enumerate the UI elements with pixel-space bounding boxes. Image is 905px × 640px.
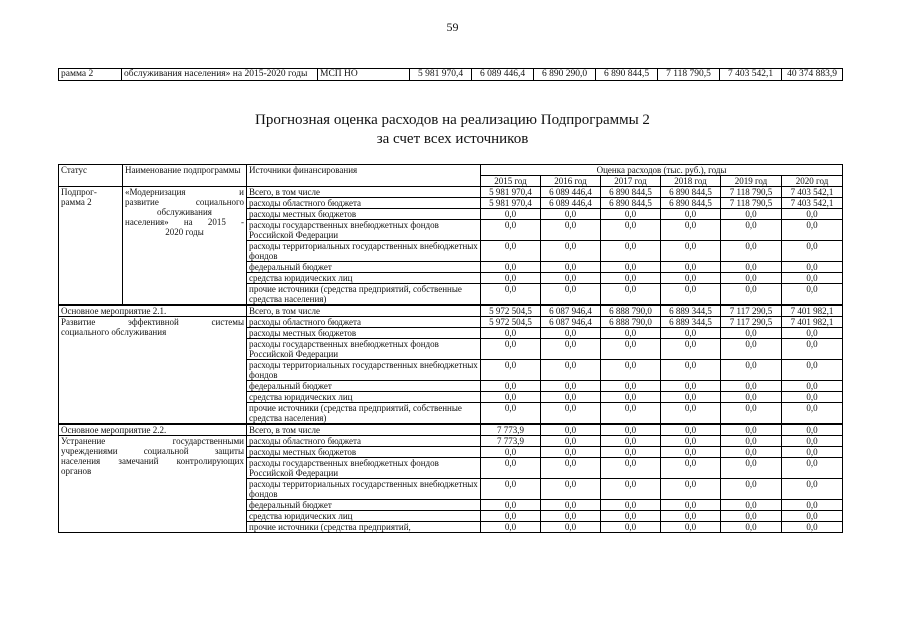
amount-cell: 0,0 — [782, 209, 843, 220]
amount-cell: 0,0 — [481, 273, 541, 284]
amount-cell: 0,0 — [721, 262, 782, 273]
amount-cell: 7 401 982,1 — [782, 306, 843, 317]
amount-cell: 5 981 970,4 — [481, 198, 541, 209]
amount-cell: 0,0 — [541, 447, 601, 458]
header-year: 2018 год — [661, 176, 721, 187]
section-title — [0, 111, 905, 149]
amount-cell: 0,0 — [721, 381, 782, 392]
amount-cell: 0,0 — [541, 479, 601, 500]
amount-cell: 6 888 790,0 — [601, 306, 661, 317]
amount-cell: 7 118 790,5 — [721, 198, 782, 209]
funding-source: расходы территориальных государственных внебюджетных фондов — [247, 241, 481, 262]
amount-cell: 0,0 — [601, 220, 661, 241]
amount-cell: 0,0 — [601, 500, 661, 511]
amount-cell: 0,0 — [481, 479, 541, 500]
amount-cell: 0,0 — [541, 284, 601, 305]
amount-cell: 0,0 — [541, 273, 601, 284]
funding-source: расходы местных бюджетов — [247, 209, 481, 220]
funding-source: Всего, в том числе — [247, 306, 481, 317]
amount-cell: 7 403 542,1 — [782, 187, 843, 198]
amount-cell: 0,0 — [541, 500, 601, 511]
funding-source: средства юридических лиц — [247, 273, 481, 284]
funding-source: расходы государственных внебюджетных фондов Российской Федерации — [247, 339, 481, 360]
carried-status: рамма 2 — [59, 69, 122, 81]
header-status: Статус — [59, 165, 123, 187]
event-title — [59, 306, 247, 317]
amount-cell: 0,0 — [782, 381, 843, 392]
amount-cell: 0,0 — [721, 436, 782, 447]
table-row — [59, 317, 843, 328]
funding-source: Всего, в том числе — [247, 187, 481, 198]
amount-cell: 0,0 — [782, 339, 843, 360]
amount-cell: 7 773,9 — [481, 436, 541, 447]
amount-cell: 0,0 — [721, 425, 782, 436]
amount-cell: 0,0 — [541, 458, 601, 479]
amount-cell: 0,0 — [601, 241, 661, 262]
event-title — [59, 425, 247, 436]
amount-cell: 0,0 — [782, 284, 843, 305]
funding-source: расходы территориальных государственных внебюджетных фондов — [247, 479, 481, 500]
page-number: 59 — [446, 20, 459, 34]
header-year: 2019 год — [721, 176, 782, 187]
amount-cell: 0,0 — [661, 220, 721, 241]
funding-source: расходы государственных внебюджетных фондов Российской Федерации — [247, 220, 481, 241]
group-name-line: обслуживания — [157, 207, 212, 217]
amount-cell: 0,0 — [541, 436, 601, 447]
amount-cell: 0,0 — [721, 458, 782, 479]
amount-cell: 0,0 — [721, 284, 782, 305]
event-description-line: социального обслуживания — [61, 327, 167, 337]
amount-cell: 0,0 — [601, 403, 661, 424]
amount-cell: 0,0 — [721, 479, 782, 500]
table-row — [59, 436, 843, 447]
amount-cell: 0,0 — [481, 262, 541, 273]
event-description-line: населения замечаний контролирующих — [61, 456, 244, 466]
carried-total: 40 374 883,9 — [782, 69, 843, 81]
funding-source: расходы местных бюджетов — [247, 447, 481, 458]
amount-cell: 0,0 — [661, 458, 721, 479]
amount-cell: 0,0 — [541, 360, 601, 381]
amount-cell: 0,0 — [661, 339, 721, 360]
group-name — [123, 187, 247, 305]
funding-source: прочие источники (средства предприятий, собственные средства населения) — [247, 403, 481, 424]
amount-cell: 0,0 — [481, 284, 541, 305]
amount-cell: 0,0 — [661, 392, 721, 403]
amount-cell: 0,0 — [601, 209, 661, 220]
amount-cell: 0,0 — [721, 392, 782, 403]
amount-cell: 0,0 — [481, 360, 541, 381]
amount-cell: 0,0 — [481, 522, 541, 533]
table-row — [59, 425, 843, 436]
amount-cell: 6 890 844,5 — [601, 187, 661, 198]
amount-cell: 0,0 — [661, 273, 721, 284]
amount-cell: 6 889 344,5 — [661, 317, 721, 328]
amount-cell: 0,0 — [601, 425, 661, 436]
funding-source: прочие источники (средства предприятий, — [247, 522, 481, 533]
amount-cell: 0,0 — [601, 447, 661, 458]
previous-page-table-fragment — [58, 68, 843, 81]
amount-cell: 0,0 — [481, 339, 541, 360]
amount-cell: 0,0 — [661, 479, 721, 500]
amount-cell: 0,0 — [541, 220, 601, 241]
amount-cell: 0,0 — [721, 339, 782, 360]
amount-cell: 0,0 — [782, 500, 843, 511]
amount-cell: 0,0 — [481, 241, 541, 262]
amount-cell: 0,0 — [661, 381, 721, 392]
table-row — [59, 306, 843, 317]
carried-name: обслуживания населения» на 2015-2020 годы — [122, 69, 318, 81]
amount-cell: 0,0 — [721, 328, 782, 339]
amount-cell: 0,0 — [601, 436, 661, 447]
funding-source: средства юридических лиц — [247, 392, 481, 403]
table-row — [59, 187, 843, 198]
amount-cell: 0,0 — [481, 392, 541, 403]
amount-cell: 0,0 — [541, 339, 601, 360]
amount-cell: 0,0 — [481, 511, 541, 522]
event-description — [59, 317, 247, 424]
group-status — [59, 187, 123, 305]
amount-cell: 0,0 — [661, 511, 721, 522]
amount-cell: 7 118 790,5 — [721, 187, 782, 198]
amount-cell: 0,0 — [541, 381, 601, 392]
funding-source: расходы областного бюджета — [247, 436, 481, 447]
amount-cell: 7 117 290,5 — [721, 306, 782, 317]
amount-cell: 0,0 — [541, 262, 601, 273]
funding-source: расходы областного бюджета — [247, 198, 481, 209]
amount-cell: 0,0 — [601, 273, 661, 284]
amount-cell: 5 972 504,5 — [481, 317, 541, 328]
amount-cell: 6 890 844,5 — [661, 187, 721, 198]
amount-cell: 0,0 — [782, 360, 843, 381]
group-name-line: населения» на 2015 - — [125, 217, 244, 227]
amount-cell: 0,0 — [601, 284, 661, 305]
amount-cell: 0,0 — [721, 220, 782, 241]
amount-cell: 6 889 344,5 — [661, 306, 721, 317]
amount-cell: 0,0 — [601, 392, 661, 403]
amount-cell: 0,0 — [481, 500, 541, 511]
amount-cell: 0,0 — [782, 403, 843, 424]
funding-source: расходы местных бюджетов — [247, 328, 481, 339]
amount-cell: 0,0 — [782, 436, 843, 447]
header-row — [59, 165, 843, 176]
carried-value: 6 890 290,0 — [534, 69, 596, 81]
amount-cell: 0,0 — [782, 425, 843, 436]
header-sources: Источники финансирования — [247, 165, 481, 187]
amount-cell: 0,0 — [661, 447, 721, 458]
amount-cell: 5 972 504,5 — [481, 306, 541, 317]
group-name-line: 2020 годы — [165, 227, 204, 237]
amount-cell: 0,0 — [481, 458, 541, 479]
amount-cell: 0,0 — [601, 522, 661, 533]
amount-cell: 0,0 — [721, 273, 782, 284]
amount-cell: 0,0 — [541, 328, 601, 339]
amount-cell: 0,0 — [601, 360, 661, 381]
funding-source: расходы территориальных государственных внебюджетных фондов — [247, 360, 481, 381]
header-year: 2020 год — [782, 176, 843, 187]
funding-source: федеральный бюджет — [247, 262, 481, 273]
amount-cell: 6 890 844,5 — [601, 198, 661, 209]
amount-cell: 0,0 — [481, 403, 541, 424]
carried-over-row — [59, 69, 843, 81]
amount-cell: 6 089 446,4 — [541, 187, 601, 198]
carried-value: 7 403 542,1 — [720, 69, 782, 81]
amount-cell: 0,0 — [661, 284, 721, 305]
amount-cell: 0,0 — [541, 522, 601, 533]
amount-cell: 0,0 — [661, 436, 721, 447]
amount-cell: 0,0 — [782, 328, 843, 339]
carried-value: 5 981 970,4 — [410, 69, 472, 81]
amount-cell: 7 773,9 — [481, 425, 541, 436]
header-year: 2017 год — [601, 176, 661, 187]
amount-cell: 0,0 — [661, 328, 721, 339]
amount-cell: 0,0 — [721, 403, 782, 424]
amount-cell: 0,0 — [601, 511, 661, 522]
carried-executor: МСП НО — [318, 69, 410, 81]
funding-source: прочие источники (средства предприятий, собственные средства населения) — [247, 284, 481, 305]
carried-value: 6 890 844,5 — [596, 69, 658, 81]
amount-cell: 0,0 — [782, 392, 843, 403]
amount-cell: 0,0 — [481, 328, 541, 339]
amount-cell: 0,0 — [782, 447, 843, 458]
event-title-text: Основное мероприятие 2.1. — [61, 306, 167, 316]
amount-cell: 0,0 — [661, 241, 721, 262]
amount-cell: 0,0 — [601, 262, 661, 273]
funding-source: расходы государственных внебюджетных фондов Российской Федерации — [247, 458, 481, 479]
event-description-line: учреждениями социальной защиты — [61, 446, 244, 456]
amount-cell: 7 117 290,5 — [721, 317, 782, 328]
amount-cell: 0,0 — [541, 392, 601, 403]
amount-cell: 6 087 946,4 — [541, 317, 601, 328]
amount-cell: 0,0 — [541, 425, 601, 436]
amount-cell: 0,0 — [661, 522, 721, 533]
amount-cell: 0,0 — [601, 479, 661, 500]
expense-forecast-table — [58, 164, 843, 533]
amount-cell: 6 089 446,4 — [541, 198, 601, 209]
amount-cell: 5 981 970,4 — [481, 187, 541, 198]
funding-source: средства юридических лиц — [247, 511, 481, 522]
funding-source: Всего, в том числе — [247, 425, 481, 436]
event-title-text: Основное мероприятие 2.2. — [61, 425, 167, 435]
amount-cell: 0,0 — [782, 458, 843, 479]
amount-cell: 0,0 — [782, 262, 843, 273]
amount-cell: 0,0 — [481, 220, 541, 241]
amount-cell: 0,0 — [721, 511, 782, 522]
amount-cell: 0,0 — [782, 511, 843, 522]
header-estimate: Оценка расходов (тыс. руб.), годы — [481, 165, 843, 176]
amount-cell: 0,0 — [601, 381, 661, 392]
amount-cell: 0,0 — [481, 209, 541, 220]
section-subtitle-line: за счет всех источников — [376, 131, 529, 147]
carried-value: 7 118 790,5 — [658, 69, 720, 81]
amount-cell: 0,0 — [661, 209, 721, 220]
amount-cell: 0,0 — [721, 209, 782, 220]
funding-source: расходы областного бюджета — [247, 317, 481, 328]
amount-cell: 0,0 — [782, 220, 843, 241]
amount-cell: 0,0 — [782, 241, 843, 262]
amount-cell: 0,0 — [661, 403, 721, 424]
group-name-line: «Модернизация и — [125, 187, 244, 197]
amount-cell: 6 087 946,4 — [541, 306, 601, 317]
funding-source: федеральный бюджет — [247, 500, 481, 511]
event-description-line: Устранение государственными — [61, 436, 244, 446]
amount-cell: 0,0 — [541, 403, 601, 424]
group-status-text: Подпрог-рамма 2 — [61, 187, 97, 207]
amount-cell: 0,0 — [721, 500, 782, 511]
amount-cell: 6 890 844,5 — [661, 198, 721, 209]
amount-cell: 0,0 — [782, 479, 843, 500]
amount-cell: 0,0 — [601, 458, 661, 479]
amount-cell: 6 888 790,0 — [601, 317, 661, 328]
section-title-line: Прогнозная оценка расходов на реализацию Подпрограммы 2 — [255, 112, 650, 128]
group-name-line: развитие социального — [125, 197, 244, 207]
carried-value: 6 089 446,4 — [472, 69, 534, 81]
amount-cell: 0,0 — [661, 360, 721, 381]
amount-cell: 0,0 — [661, 425, 721, 436]
amount-cell: 7 401 982,1 — [782, 317, 843, 328]
amount-cell: 0,0 — [541, 241, 601, 262]
amount-cell: 0,0 — [541, 511, 601, 522]
amount-cell: 0,0 — [782, 522, 843, 533]
header-year: 2016 год — [541, 176, 601, 187]
header-name: Наименование подпрограммы — [123, 165, 247, 187]
event-description — [59, 436, 247, 533]
amount-cell: 0,0 — [601, 328, 661, 339]
amount-cell: 0,0 — [481, 381, 541, 392]
event-description-line: Развитие эффективной системы — [61, 317, 244, 327]
amount-cell: 0,0 — [721, 447, 782, 458]
amount-cell: 0,0 — [661, 262, 721, 273]
amount-cell: 0,0 — [782, 273, 843, 284]
header-year: 2015 год — [481, 176, 541, 187]
amount-cell: 0,0 — [481, 447, 541, 458]
event-description-line: органов — [61, 466, 92, 476]
amount-cell: 0,0 — [601, 339, 661, 360]
amount-cell: 7 403 542,1 — [782, 198, 843, 209]
amount-cell: 0,0 — [541, 209, 601, 220]
funding-source: федеральный бюджет — [247, 381, 481, 392]
amount-cell: 0,0 — [661, 500, 721, 511]
amount-cell: 0,0 — [721, 360, 782, 381]
amount-cell: 0,0 — [721, 241, 782, 262]
amount-cell: 0,0 — [721, 522, 782, 533]
